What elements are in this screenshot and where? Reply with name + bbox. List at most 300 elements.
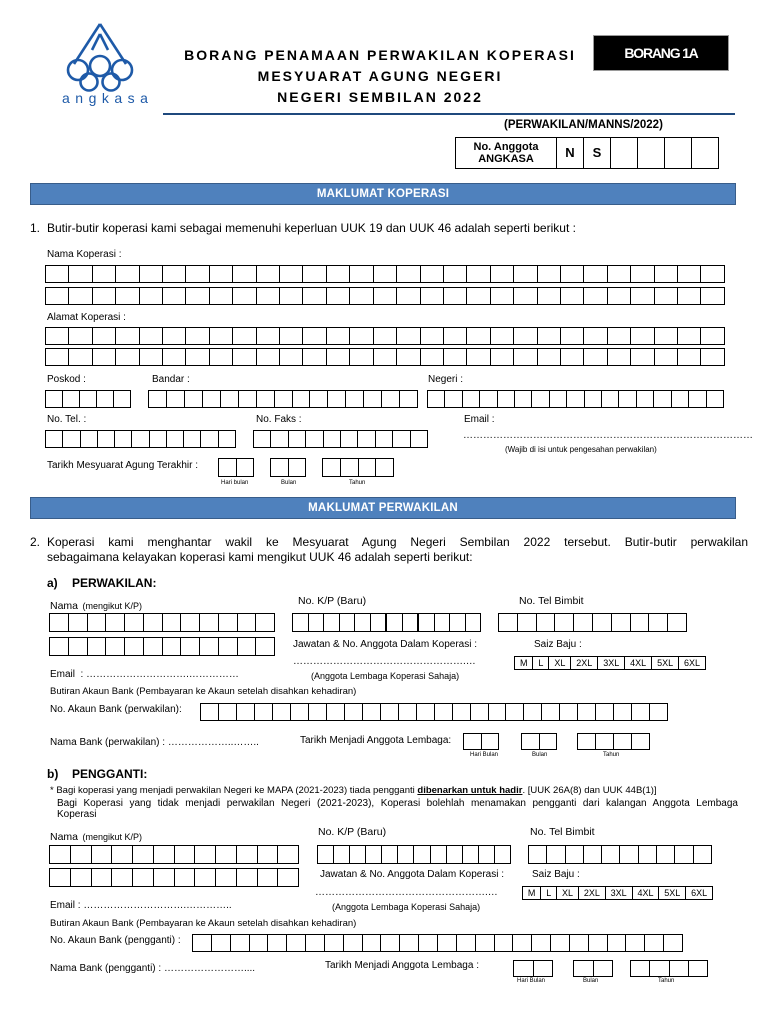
char-box[interactable]	[279, 288, 302, 304]
char-box[interactable]	[693, 846, 711, 863]
char-box[interactable]	[174, 846, 195, 863]
char-box[interactable]	[105, 614, 124, 631]
char-box[interactable]	[488, 704, 506, 720]
char-box[interactable]	[87, 638, 106, 655]
char-box[interactable]	[700, 266, 723, 282]
char-box[interactable]	[410, 431, 427, 447]
char-box[interactable]	[256, 266, 279, 282]
char-box[interactable]	[466, 328, 489, 344]
char-box[interactable]	[700, 288, 723, 304]
char-box[interactable]	[70, 869, 91, 886]
char-box[interactable]	[236, 704, 254, 720]
agm-month-boxes[interactable]	[270, 458, 306, 477]
char-box[interactable]	[413, 846, 429, 863]
char-box[interactable]	[115, 266, 138, 282]
char-box[interactable]	[648, 614, 667, 631]
char-box[interactable]	[162, 328, 185, 344]
tel-boxes[interactable]	[45, 430, 236, 448]
char-box[interactable]	[323, 614, 339, 631]
char-box[interactable]	[560, 288, 583, 304]
char-box[interactable]	[674, 846, 692, 863]
char-box[interactable]	[236, 459, 254, 476]
char-box[interactable]	[68, 638, 87, 655]
char-box[interactable]	[462, 391, 479, 407]
poskod-boxes[interactable]	[45, 390, 131, 408]
char-box[interactable]	[416, 704, 434, 720]
agm-day-boxes[interactable]	[218, 458, 254, 477]
char-box[interactable]	[302, 266, 325, 282]
char-box[interactable]	[183, 431, 200, 447]
char-box[interactable]	[149, 391, 166, 407]
char-box[interactable]	[249, 935, 268, 951]
char-box[interactable]	[70, 846, 91, 863]
char-box[interactable]	[46, 288, 68, 304]
char-box[interactable]	[630, 328, 653, 344]
char-box[interactable]	[202, 391, 220, 407]
pengganti-akaun-boxes[interactable]	[192, 934, 683, 952]
char-box[interactable]	[256, 328, 279, 344]
char-box[interactable]	[630, 288, 653, 304]
wakil-akaun-boxes[interactable]	[200, 703, 668, 721]
char-box[interactable]	[50, 869, 70, 886]
wakil-email-field[interactable]: Email : ………………………….……………	[50, 669, 239, 680]
char-box[interactable]	[541, 704, 559, 720]
char-box[interactable]	[481, 734, 499, 749]
char-box[interactable]	[184, 391, 202, 407]
char-box[interactable]	[517, 614, 536, 631]
char-box[interactable]	[583, 266, 606, 282]
wakil-year-boxes[interactable]	[577, 733, 650, 750]
alamat-koperasi-boxes-row-2[interactable]	[45, 348, 725, 366]
char-box[interactable]	[343, 935, 362, 951]
char-box[interactable]	[700, 328, 723, 344]
char-box[interactable]	[638, 846, 656, 863]
char-box[interactable]	[349, 266, 372, 282]
char-box[interactable]	[592, 614, 611, 631]
char-box[interactable]	[396, 266, 419, 282]
char-box[interactable]	[91, 869, 112, 886]
char-box[interactable]	[255, 638, 274, 655]
char-box[interactable]	[420, 328, 443, 344]
alamat-koperasi-boxes-row-1[interactable]	[45, 327, 725, 345]
char-box[interactable]	[444, 391, 461, 407]
char-box[interactable]	[380, 704, 398, 720]
char-box[interactable]	[326, 328, 349, 344]
char-box[interactable]	[358, 459, 376, 476]
char-box[interactable]	[607, 288, 630, 304]
char-box[interactable]	[513, 288, 536, 304]
char-box[interactable]	[397, 846, 413, 863]
size-option-3xl[interactable]: 3XL	[605, 887, 632, 899]
char-box[interactable]	[430, 846, 446, 863]
char-box[interactable]	[185, 288, 208, 304]
char-box[interactable]	[132, 869, 153, 886]
char-box[interactable]	[398, 704, 416, 720]
char-box[interactable]	[462, 846, 478, 863]
char-box[interactable]	[257, 869, 278, 886]
char-box[interactable]	[443, 266, 466, 282]
char-box[interactable]	[418, 935, 437, 951]
char-box[interactable]	[671, 391, 688, 407]
char-box[interactable]	[560, 266, 583, 282]
char-box[interactable]	[232, 288, 255, 304]
char-box[interactable]	[531, 391, 548, 407]
nama-koperasi-boxes-row-2[interactable]	[45, 287, 725, 305]
char-box[interactable]	[649, 961, 668, 976]
size-option-xl[interactable]: XL	[556, 887, 578, 899]
pengganti-bank-name-field[interactable]: Nama Bank (pengganti) : ……………………....	[50, 963, 256, 974]
char-box[interactable]	[327, 391, 345, 407]
char-box[interactable]	[272, 704, 290, 720]
char-box[interactable]	[256, 349, 279, 365]
char-box[interactable]	[218, 638, 237, 655]
char-box[interactable]	[443, 328, 466, 344]
pengganti-nama-boxes-row-2[interactable]	[49, 868, 299, 887]
char-box[interactable]	[162, 349, 185, 365]
wakil-nama-boxes-row-1[interactable]	[49, 613, 275, 632]
wakil-bank-name-field[interactable]: Nama Bank (perwakilan) : ………………..……..	[50, 737, 259, 748]
char-box[interactable]	[595, 734, 613, 749]
char-box[interactable]	[537, 288, 560, 304]
char-box[interactable]	[601, 391, 618, 407]
char-box[interactable]	[654, 288, 677, 304]
char-box[interactable]	[349, 328, 372, 344]
char-box[interactable]	[607, 328, 630, 344]
char-box[interactable]	[326, 266, 349, 282]
char-box[interactable]	[630, 614, 649, 631]
char-box[interactable]	[96, 391, 113, 407]
char-box[interactable]	[68, 614, 87, 631]
char-box[interactable]	[630, 349, 653, 365]
char-box[interactable]	[559, 704, 577, 720]
char-box[interactable]	[326, 288, 349, 304]
char-box[interactable]	[68, 328, 91, 344]
char-box[interactable]	[200, 431, 217, 447]
char-box[interactable]	[531, 935, 550, 951]
char-box[interactable]	[490, 328, 513, 344]
char-box[interactable]	[162, 288, 185, 304]
char-box[interactable]	[464, 734, 481, 749]
char-box[interactable]	[536, 614, 555, 631]
char-box[interactable]	[111, 869, 132, 886]
size-option-m[interactable]: M	[519, 658, 528, 668]
char-box[interactable]	[399, 391, 417, 407]
char-box[interactable]	[505, 704, 523, 720]
char-box[interactable]	[560, 328, 583, 344]
char-box[interactable]	[631, 961, 649, 976]
char-box[interactable]	[443, 288, 466, 304]
char-box[interactable]	[607, 349, 630, 365]
char-box[interactable]	[644, 935, 663, 951]
char-box[interactable]	[349, 288, 372, 304]
char-box[interactable]	[583, 288, 606, 304]
size-option-6xl[interactable]: 6XL	[678, 657, 705, 669]
char-box[interactable]	[199, 614, 218, 631]
char-box[interactable]	[380, 935, 399, 951]
char-box[interactable]	[636, 391, 653, 407]
char-box[interactable]	[513, 349, 536, 365]
char-box[interactable]	[499, 614, 517, 631]
char-box[interactable]	[50, 614, 68, 631]
member-digit-box[interactable]	[610, 138, 637, 168]
char-box[interactable]	[218, 704, 236, 720]
char-box[interactable]	[220, 391, 238, 407]
char-box[interactable]	[465, 614, 481, 631]
char-box[interactable]	[607, 266, 630, 282]
char-box[interactable]	[700, 349, 723, 365]
char-box[interactable]	[537, 328, 560, 344]
char-box[interactable]	[254, 704, 272, 720]
pengganti-nama-boxes-row-1[interactable]	[49, 845, 299, 864]
char-box[interactable]	[546, 846, 564, 863]
char-box[interactable]	[46, 266, 68, 282]
char-box[interactable]	[583, 349, 606, 365]
char-box[interactable]	[537, 266, 560, 282]
char-box[interactable]	[232, 349, 255, 365]
char-box[interactable]	[309, 391, 327, 407]
char-box[interactable]	[308, 704, 326, 720]
char-box[interactable]	[62, 391, 79, 407]
char-box[interactable]	[166, 391, 184, 407]
char-box[interactable]	[211, 935, 230, 951]
char-box[interactable]	[631, 734, 649, 749]
pengganti-jawatan-dotted-field[interactable]: …………………………………………….…	[315, 887, 498, 898]
char-box[interactable]	[434, 704, 452, 720]
char-box[interactable]	[219, 459, 236, 476]
char-box[interactable]	[354, 614, 370, 631]
char-box[interactable]	[663, 935, 682, 951]
char-box[interactable]	[631, 704, 649, 720]
size-option-6xl[interactable]: 6XL	[685, 887, 712, 899]
wakil-day-boxes[interactable]	[463, 733, 499, 750]
char-box[interactable]	[494, 935, 513, 951]
char-box[interactable]	[613, 704, 631, 720]
char-box[interactable]	[267, 935, 286, 951]
char-box[interactable]	[92, 328, 115, 344]
char-box[interactable]	[490, 266, 513, 282]
char-box[interactable]	[449, 614, 465, 631]
wakil-jawatan-dotted-field[interactable]: …………………………………………….…	[293, 656, 476, 667]
char-box[interactable]	[452, 704, 470, 720]
char-box[interactable]	[194, 869, 215, 886]
char-box[interactable]	[428, 391, 444, 407]
char-box[interactable]	[326, 349, 349, 365]
char-box[interactable]	[593, 961, 613, 976]
char-box[interactable]	[115, 288, 138, 304]
char-box[interactable]	[514, 961, 533, 976]
char-box[interactable]	[494, 846, 510, 863]
char-box[interactable]	[370, 614, 386, 631]
char-box[interactable]	[115, 349, 138, 365]
char-box[interactable]	[139, 328, 162, 344]
char-box[interactable]	[318, 846, 333, 863]
char-box[interactable]	[302, 288, 325, 304]
char-box[interactable]	[446, 846, 462, 863]
char-box[interactable]	[185, 349, 208, 365]
char-box[interactable]	[230, 935, 249, 951]
char-box[interactable]	[420, 266, 443, 282]
char-box[interactable]	[583, 328, 606, 344]
char-box[interactable]	[333, 846, 349, 863]
char-box[interactable]	[68, 349, 91, 365]
char-box[interactable]	[677, 328, 700, 344]
size-option-m[interactable]: M	[527, 888, 536, 898]
char-box[interactable]	[577, 704, 595, 720]
char-box[interactable]	[305, 431, 322, 447]
char-box[interactable]	[68, 266, 91, 282]
nama-koperasi-boxes-row-1[interactable]	[45, 265, 725, 283]
char-box[interactable]	[375, 459, 393, 476]
char-box[interactable]	[574, 961, 593, 976]
char-box[interactable]	[349, 349, 372, 365]
pengganti-email-field[interactable]: Email : ………………………….…………..	[50, 900, 232, 911]
char-box[interactable]	[302, 328, 325, 344]
char-box[interactable]	[649, 704, 667, 720]
size-option-5xl[interactable]: 5XL	[651, 657, 678, 669]
size-option-2xl[interactable]: 2XL	[570, 657, 597, 669]
char-box[interactable]	[46, 328, 68, 344]
char-box[interactable]	[588, 935, 607, 951]
char-box[interactable]	[402, 614, 418, 631]
size-option-5xl[interactable]: 5XL	[658, 887, 685, 899]
char-box[interactable]	[578, 734, 595, 749]
char-box[interactable]	[237, 614, 256, 631]
char-box[interactable]	[396, 328, 419, 344]
char-box[interactable]	[437, 935, 456, 951]
char-box[interactable]	[324, 935, 343, 951]
char-box[interactable]	[153, 846, 174, 863]
char-box[interactable]	[656, 846, 674, 863]
char-box[interactable]	[613, 734, 631, 749]
char-box[interactable]	[373, 349, 396, 365]
char-box[interactable]	[97, 431, 114, 447]
char-box[interactable]	[256, 391, 274, 407]
char-box[interactable]	[305, 935, 324, 951]
char-box[interactable]	[326, 704, 344, 720]
char-box[interactable]	[68, 288, 91, 304]
char-box[interactable]	[46, 431, 62, 447]
char-box[interactable]	[132, 846, 153, 863]
char-box[interactable]	[490, 288, 513, 304]
char-box[interactable]	[706, 391, 723, 407]
char-box[interactable]	[549, 391, 566, 407]
char-box[interactable]	[111, 846, 132, 863]
char-box[interactable]	[584, 391, 601, 407]
char-box[interactable]	[479, 391, 496, 407]
char-box[interactable]	[565, 846, 583, 863]
char-box[interactable]	[236, 869, 257, 886]
char-box[interactable]	[539, 734, 557, 749]
char-box[interactable]	[279, 328, 302, 344]
char-box[interactable]	[180, 638, 199, 655]
char-box[interactable]	[139, 266, 162, 282]
bandar-boxes[interactable]	[148, 390, 418, 408]
pengganti-kp-boxes[interactable]	[317, 845, 511, 864]
char-box[interactable]	[286, 935, 305, 951]
char-box[interactable]	[373, 288, 396, 304]
char-box[interactable]	[193, 935, 211, 951]
char-box[interactable]	[466, 349, 489, 365]
member-digit-box[interactable]	[691, 138, 718, 168]
pengganti-tel-boxes[interactable]	[528, 845, 712, 864]
member-digit-box[interactable]	[637, 138, 664, 168]
pengganti-day-boxes[interactable]	[513, 960, 553, 977]
size-option-2xl[interactable]: 2XL	[578, 887, 605, 899]
char-box[interactable]	[688, 391, 705, 407]
char-box[interactable]	[595, 704, 613, 720]
char-box[interactable]	[375, 431, 392, 447]
char-box[interactable]	[618, 391, 635, 407]
char-box[interactable]	[344, 704, 362, 720]
char-box[interactable]	[274, 391, 292, 407]
char-box[interactable]	[180, 614, 199, 631]
char-box[interactable]	[677, 349, 700, 365]
wakil-tel-boxes[interactable]	[498, 613, 687, 632]
char-box[interactable]	[573, 614, 592, 631]
char-box[interactable]	[417, 614, 434, 631]
char-box[interactable]	[209, 349, 232, 365]
char-box[interactable]	[50, 846, 70, 863]
char-box[interactable]	[288, 459, 306, 476]
char-box[interactable]	[162, 638, 181, 655]
char-box[interactable]	[478, 846, 494, 863]
char-box[interactable]	[667, 614, 686, 631]
char-box[interactable]	[209, 288, 232, 304]
char-box[interactable]	[62, 431, 79, 447]
char-box[interactable]	[185, 266, 208, 282]
wakil-nama-boxes-row-2[interactable]	[49, 637, 275, 656]
char-box[interactable]	[209, 266, 232, 282]
char-box[interactable]	[124, 614, 143, 631]
char-box[interactable]	[237, 638, 256, 655]
char-box[interactable]	[215, 846, 236, 863]
wakil-month-boxes[interactable]	[521, 733, 557, 750]
char-box[interactable]	[277, 869, 298, 886]
char-box[interactable]	[512, 935, 531, 951]
char-box[interactable]	[174, 869, 195, 886]
size-option-xl[interactable]: XL	[548, 657, 570, 669]
char-box[interactable]	[340, 431, 357, 447]
char-box[interactable]	[490, 349, 513, 365]
char-box[interactable]	[114, 431, 131, 447]
char-box[interactable]	[537, 349, 560, 365]
char-box[interactable]	[162, 266, 185, 282]
char-box[interactable]	[113, 391, 130, 407]
char-box[interactable]	[323, 431, 340, 447]
char-box[interactable]	[166, 431, 183, 447]
char-box[interactable]	[92, 349, 115, 365]
char-box[interactable]	[143, 638, 162, 655]
char-box[interactable]	[420, 288, 443, 304]
char-box[interactable]	[292, 391, 310, 407]
char-box[interactable]	[653, 391, 670, 407]
char-box[interactable]	[392, 431, 409, 447]
char-box[interactable]	[105, 638, 124, 655]
char-box[interactable]	[80, 431, 97, 447]
char-box[interactable]	[124, 638, 143, 655]
char-box[interactable]	[373, 328, 396, 344]
char-box[interactable]	[365, 846, 381, 863]
char-box[interactable]	[143, 614, 162, 631]
char-box[interactable]	[293, 614, 308, 631]
char-box[interactable]	[215, 869, 236, 886]
char-box[interactable]	[79, 391, 96, 407]
char-box[interactable]	[199, 638, 218, 655]
char-box[interactable]	[550, 935, 569, 951]
char-box[interactable]	[218, 431, 235, 447]
char-box[interactable]	[92, 288, 115, 304]
char-box[interactable]	[554, 614, 573, 631]
